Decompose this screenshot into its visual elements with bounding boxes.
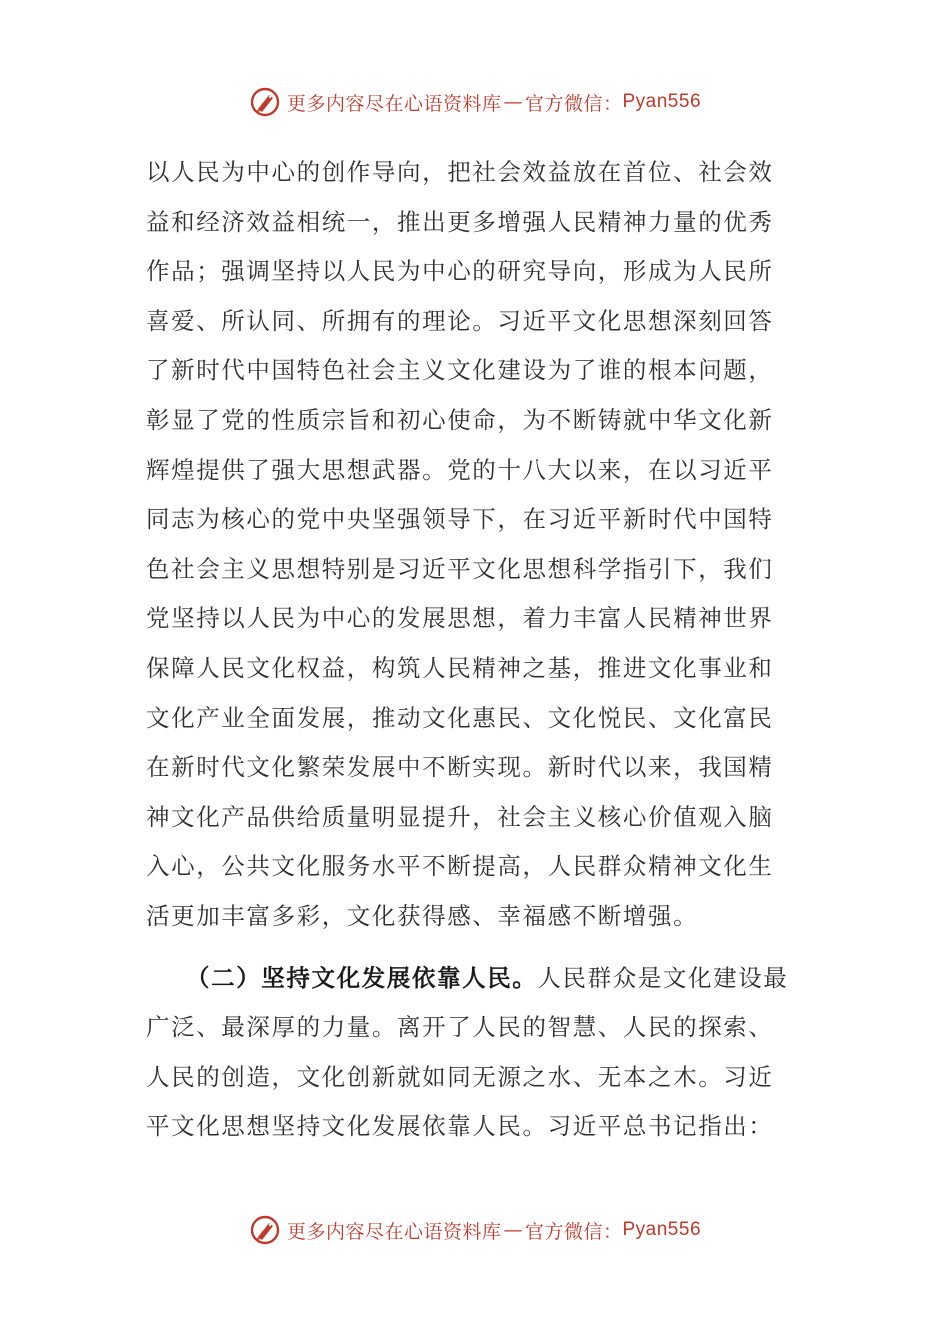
text-line: 喜爱、所认同、所拥有的理论。习近平文化思想深刻回答 xyxy=(146,306,774,335)
banner-label-text: 官方微信： xyxy=(524,1220,623,1243)
text-line: 党坚持以人民为中心的发展思想，着力丰富人民精神世界 xyxy=(146,604,774,633)
banner-separator: — xyxy=(503,91,523,113)
banner-wechat-id: Pyan556 xyxy=(622,1219,702,1240)
header-watermark-banner xyxy=(0,82,950,122)
document-body xyxy=(146,148,808,1152)
banner-main-text: 更多内容尽在心语资料库 xyxy=(286,92,502,115)
section-heading: （二）坚持文化发展依靠人民。 xyxy=(186,963,538,992)
text-line: 在新时代文化繁荣发展中不断实现。新时代以来，我国精 xyxy=(146,753,774,782)
pen-nib-icon xyxy=(249,86,281,118)
footer-watermark-banner xyxy=(0,1210,950,1250)
text-line: 入心，公共文化服务水平不断提高，人民群众精神文化生 xyxy=(146,852,774,881)
text-line: 文化产业全面发展，推动文化惠民、文化悦民、文化富民 xyxy=(146,703,774,732)
text-line: 彰显了党的性质宗旨和初心使命，为不断铸就中华文化新 xyxy=(146,405,774,434)
heading-line-rest: 人民群众是文化建设最 xyxy=(537,963,789,992)
text-line: 了新时代中国特色社会主义文化建设为了谁的根本问题， xyxy=(146,356,774,385)
text-line: 同志为核心的党中央坚强领导下，在习近平新时代中国特 xyxy=(146,505,774,534)
banner-main-text: 更多内容尽在心语资料库 xyxy=(286,1220,502,1243)
banner-separator: — xyxy=(503,1219,523,1241)
banner-label-text: 官方微信： xyxy=(524,92,623,115)
text-line: 辉煌提供了强大思想武器。党的十八大以来，在以习近平 xyxy=(146,455,774,484)
paragraph-2 xyxy=(146,954,808,1152)
text-line: 人民的创造，文化创新就如同无源之水、无本之木。习近 xyxy=(146,1062,774,1091)
text-line-heading xyxy=(146,954,808,1004)
text-line: 色社会主义思想特别是习近平文化思想科学指引下，我们 xyxy=(146,554,774,583)
text-line: 以人民为中心的创作导向，把社会效益放在首位、社会效 xyxy=(146,158,774,186)
paragraph-1 xyxy=(146,148,808,942)
pen-nib-icon xyxy=(249,1214,281,1246)
text-line: 作品；强调坚持以人民为中心的研究导向，形成为人民所 xyxy=(146,257,774,286)
text-line: 广泛、最深厚的力量。离开了人民的智慧、人民的探索、 xyxy=(146,1013,774,1042)
text-line: 益和经济效益相统一，推出更多增强人民精神力量的优秀 xyxy=(146,207,774,236)
text-line: 活更加丰富多彩，文化获得感、幸福感不断增强。 xyxy=(146,901,699,930)
text-line: 保障人民文化权益，构筑人民精神之基，推进文化事业和 xyxy=(146,653,774,682)
banner-wechat-id: Pyan556 xyxy=(622,91,702,112)
text-line: 平文化思想坚持文化发展依靠人民。习近平总书记指出： xyxy=(146,1112,774,1141)
text-line: 神文化产品供给质量明显提升，社会主义核心价值观入脑 xyxy=(146,802,774,831)
